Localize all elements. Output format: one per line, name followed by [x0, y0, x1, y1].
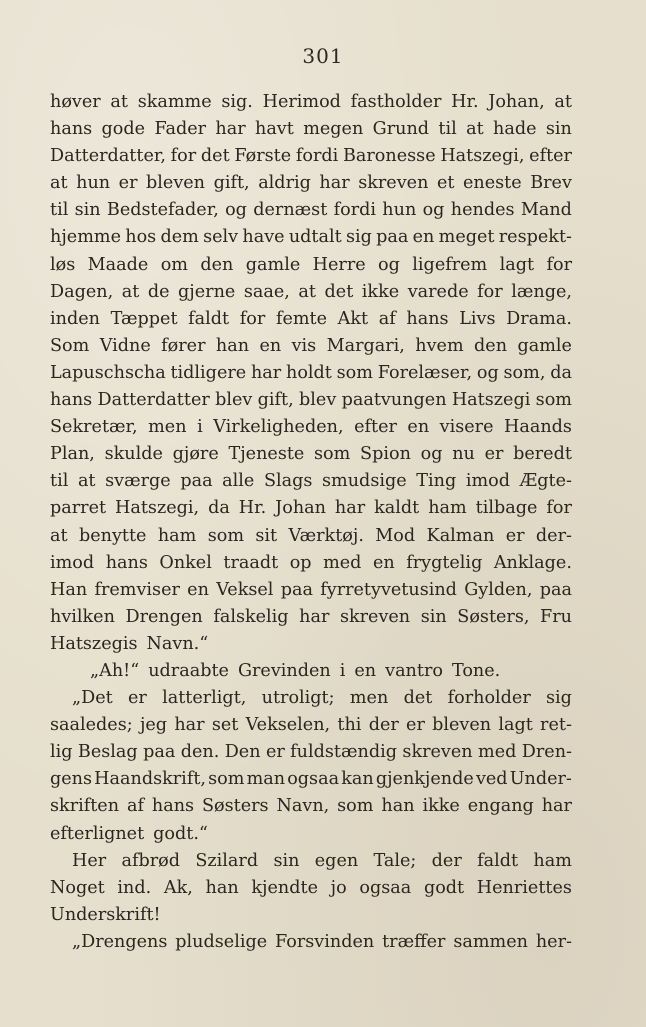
text-line: efterlignet godt.“ [50, 823, 208, 844]
text-line: „Ah!“ udraabte Grevinden i en vantro Tone. [90, 660, 501, 681]
page-number: 301 [302, 44, 344, 68]
text-line: til sin Bedstefader, og dernæst fordi hun og hendes Mand [50, 200, 572, 221]
text-line: Han fremviser en Veksel paa fyrretyvetusind Gylden, paa [50, 579, 572, 600]
text-line: hans Datterdatter blev gift, blev paatvungen Hatszegi som [50, 390, 572, 411]
text-line: at hun er bleven gift, aldrig har skreven et eneste Brev [50, 173, 572, 194]
text-line: hans gode Fader har havt megen Grund til at hade sin [50, 119, 572, 140]
text-line: imod hans Onkel traadt op med en frygtelig Anklage. [50, 552, 572, 573]
text-line: skriften af hans Søsters Navn, som han ikke engang har [50, 796, 572, 817]
text-line: Hatszegis Navn.“ [50, 633, 209, 654]
text-line: Dagen, at de gjerne saae, at det ikke varede for længe, [50, 281, 572, 302]
text-line: Noget ind. Ak, han kjendte jo ogsaa godt Henriettes [50, 877, 572, 898]
text-line: „Drengens pludselige Forsvinden træffer sammen her- [72, 931, 572, 952]
text-line: Plan, skulde gjøre Tjeneste som Spion og nu er beredt [50, 444, 572, 465]
text-line: hvilken Drengen falskelig har skreven sin Søsters, Fru [50, 606, 572, 627]
text-line: Lapuschscha tidligere har holdt som Forelæser, og som, da [50, 362, 572, 383]
text-line: „Det er latterligt, utroligt; men det forholder sig [72, 688, 572, 709]
text-line: løs Maade om den gamle Herre og ligefrem lagt for [50, 254, 572, 275]
body-text [50, 89, 572, 956]
text-line: lig Beslag paa den. Den er fuldstændig skreven med Dren- [50, 742, 572, 763]
text-line: Som Vidne fører han en vis Margari, hvem den gamle [50, 335, 572, 356]
text-line: Datterdatter, for det Første fordi Baronesse Hatszegi, efter [50, 146, 572, 167]
text-line: inden Tæppet faldt for femte Akt af hans Livs Drama. [50, 308, 572, 329]
text-line: Her afbrød Szilard sin egen Tale; der faldt ham [72, 850, 572, 871]
text-line: Sekretær, men i Virkeligheden, efter en visere Haands [50, 417, 572, 438]
text-line: Underskrift! [50, 904, 161, 925]
text-line: til at sværge paa alle Slags smudsige Ting imod Ægte- [50, 471, 572, 492]
text-line: at benytte ham som sit Værktøj. Mod Kalman er der- [50, 525, 572, 546]
text-line: saaledes; jeg har set Vekselen, thi der er bleven lagt ret- [50, 715, 572, 736]
text-line: hjemme hos dem selv have udtalt sig paa en meget respekt- [50, 227, 572, 248]
text-line: gens Haandskrift, som man ogsaa kan gjenkjende ved Under- [50, 769, 572, 790]
text-line: høver at skamme sig. Herimod fastholder Hr. Johan, at [50, 92, 572, 112]
text-line: parret Hatszegi, da Hr. Johan har kaldt ham tilbage for [50, 498, 572, 519]
